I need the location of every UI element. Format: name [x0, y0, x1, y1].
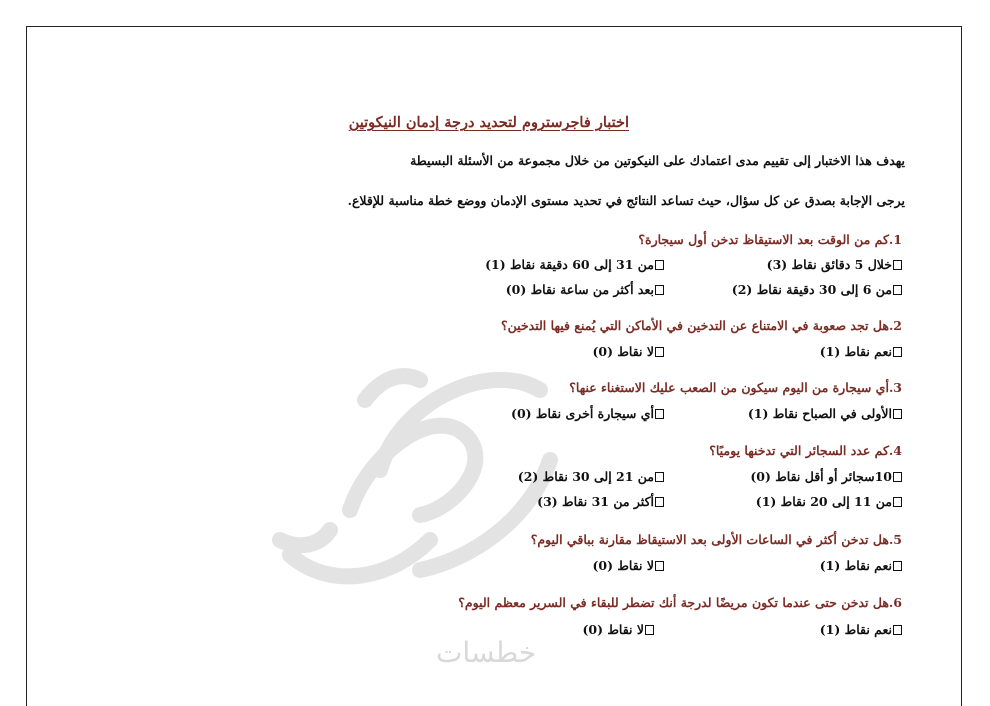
option-q2-b[interactable]: لا نقاط (0): [592, 344, 664, 359]
checkbox-icon[interactable]: [655, 561, 664, 571]
checkbox-icon[interactable]: [655, 409, 664, 419]
option-q5-a[interactable]: نعم نقاط (1): [820, 558, 902, 573]
option-q4-c[interactable]: من 11 إلى 20 نقاط (1): [756, 494, 902, 509]
question-3: 3.أي سيجارة من اليوم سيكون من الصعب عليك الاستغناء عنها؟: [569, 380, 902, 395]
checkbox-icon[interactable]: [893, 409, 902, 419]
checkbox-icon[interactable]: [893, 347, 902, 357]
option-q1-d[interactable]: بعد أكثر من ساعة نقاط (0): [506, 282, 664, 297]
checkbox-icon[interactable]: [893, 625, 902, 635]
intro-paragraph-1: يهدف هذا الاختبار إلى تقييم مدى اعتمادك على النيكوتين من خلال مجموعة من الأسئلة البسيطة: [410, 153, 905, 168]
question-5: 5.هل تدخن أكثر في الساعات الأولى بعد الاستيقاظ مقارنة بباقي اليوم؟: [530, 532, 902, 547]
checkbox-icon[interactable]: [655, 260, 664, 270]
option-q2-a[interactable]: نعم نقاط (1): [820, 344, 902, 359]
option-q1-b[interactable]: من 31 إلى 60 دقيقة نقاط (1): [485, 257, 664, 272]
option-q4-a[interactable]: 10سجائر أو أقل نقاط (0): [750, 469, 902, 484]
option-q6-a[interactable]: نعم نقاط (1): [820, 622, 902, 637]
checkbox-icon[interactable]: [645, 625, 654, 635]
option-q4-b[interactable]: من 21 إلى 30 نقاط (2): [518, 469, 664, 484]
question-6: 6.هل تدخن حتى عندما تكون مريضًا لدرجة أنك تضطر للبقاء في السرير معظم اليوم؟: [458, 595, 902, 610]
checkbox-icon[interactable]: [893, 497, 902, 507]
checkbox-icon[interactable]: [655, 347, 664, 357]
question-4: 4.كم عدد السجائر التي تدخنها يوميًا؟: [709, 443, 902, 458]
intro-paragraph-2: يرجى الإجابة بصدق عن كل سؤال، حيث تساعد النتائج في تحديد مستوى الإدمان ووضع خطة مناسبة للإقلاع.: [347, 193, 905, 208]
option-q5-b[interactable]: لا نقاط (0): [592, 558, 664, 573]
checkbox-icon[interactable]: [655, 285, 664, 295]
question-2: 2.هل تجد صعوبة في الامتناع عن التدخين في الأماكن التي يُمنع فيها التدخين؟: [501, 318, 902, 333]
checkbox-icon[interactable]: [893, 260, 902, 270]
option-q3-b[interactable]: أي سيجارة أخرى نقاط (0): [511, 406, 664, 421]
question-1: 1.كم من الوقت بعد الاستيقاظ تدخن أول سيجارة؟: [638, 232, 902, 247]
checkbox-icon[interactable]: [893, 285, 902, 295]
watermark-text: خطسات: [436, 636, 537, 669]
checkbox-icon[interactable]: [655, 472, 664, 482]
document-title: اختبار فاجرستروم لتحديد درجة إدمان النيكوتين: [348, 114, 629, 131]
checkbox-icon[interactable]: [655, 497, 664, 507]
option-q6-b[interactable]: لا نقاط (0): [582, 622, 654, 637]
option-q4-d[interactable]: أكثر من 31 نقاط (3): [537, 494, 664, 509]
option-q1-a[interactable]: خلال 5 دقائق نقاط (3): [767, 257, 902, 272]
option-q1-c[interactable]: من 6 إلى 30 دقيقة نقاط (2): [732, 282, 902, 297]
option-q3-a[interactable]: الأولى في الصباح نقاط (1): [748, 406, 902, 421]
checkbox-icon[interactable]: [893, 472, 902, 482]
checkbox-icon[interactable]: [893, 561, 902, 571]
